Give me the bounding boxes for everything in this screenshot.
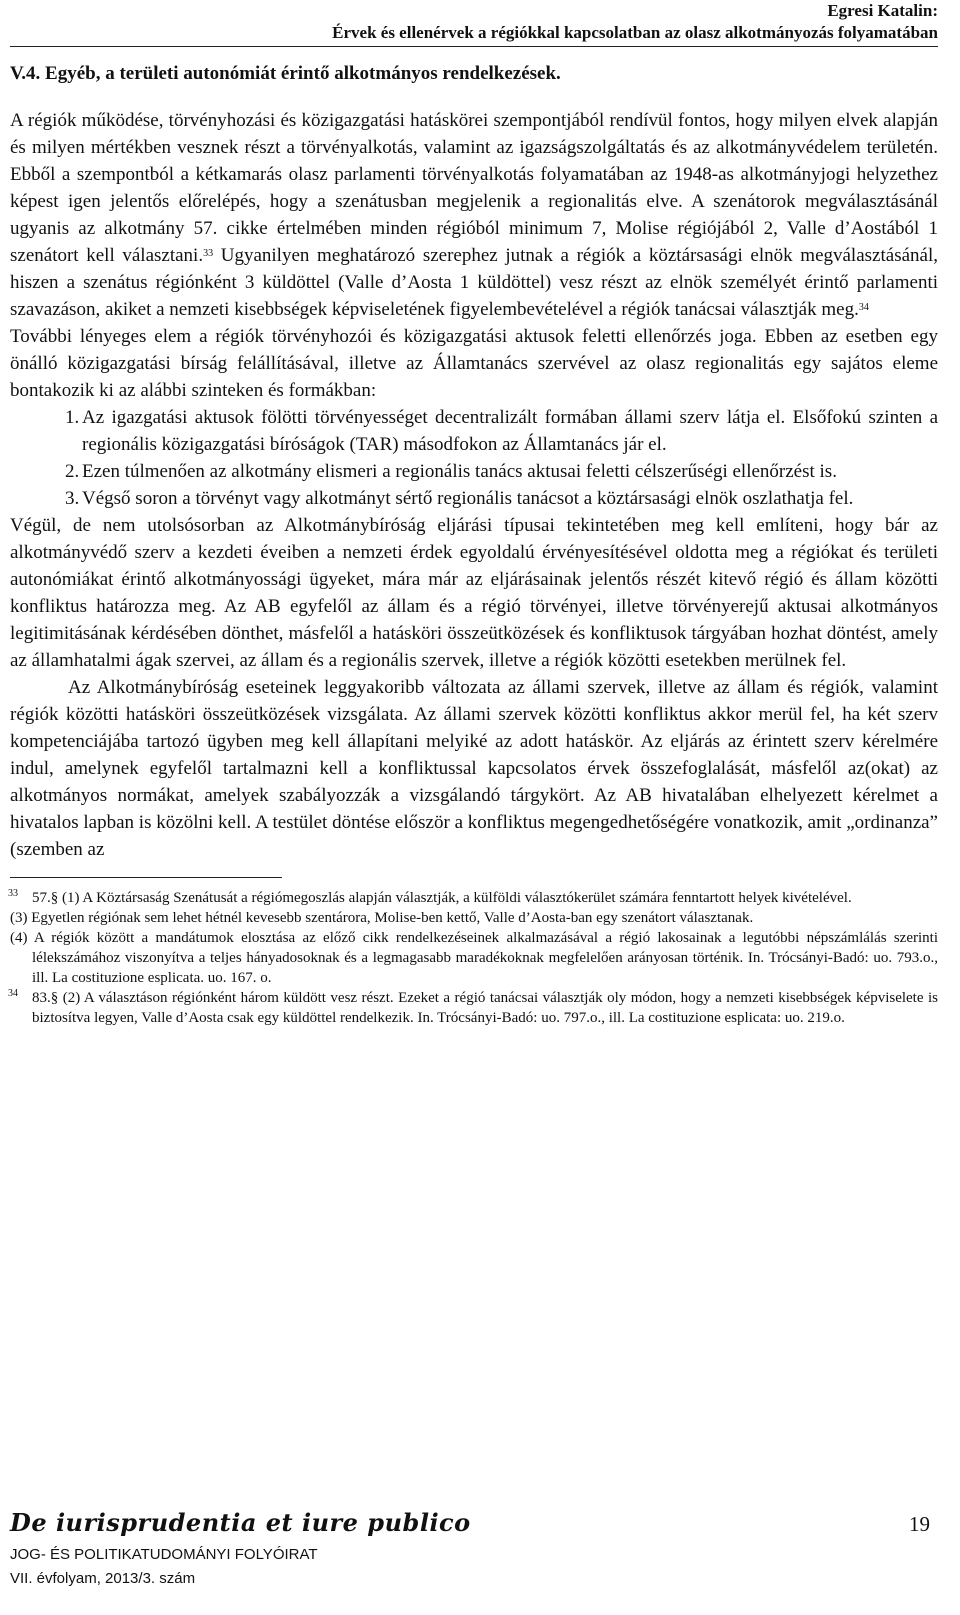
list-item <box>10 458 938 485</box>
running-header <box>10 0 938 44</box>
footnote-33-para-c: (4) A régiók között a mandátumok elosztása az előző cikk rendelkezéseinek alkalmazásával a régió lakosainak a legutóbbi népszámlálás szerinti lélekszámához viszonyítva a teljes hányadosoknak és a legmagasabb maradékoknak megfelelően arányosan történik. In. Trócsányi-Badó: uo. 793.o., ill. La costituzione esplicata. uo. 167. o. <box>10 930 938 986</box>
list-item-number: 1. <box>65 407 80 428</box>
footnote-separator <box>10 877 282 878</box>
list-item <box>10 404 938 458</box>
section-gap <box>10 87 938 107</box>
header-rule <box>10 46 938 47</box>
footnote-33-para-b: (3) Egyetlen régiónak sem lehet hétnél kevesebb szentárora, Molise-ben kettő, Valle d’Aosta-ban egy szenátort választanak. <box>10 910 754 926</box>
numbered-list <box>10 404 938 512</box>
footnote-number-34: 34 <box>8 988 18 999</box>
document-page <box>10 0 938 1028</box>
header-title: Érvek és ellenérvek a régiókkal kapcsolatban az olasz alkotmányozás folyamatában <box>332 23 938 42</box>
footnote-33-para-a: 57.§ (1) A Köztársaság Szenátusát a régiómegoszlás alapján választják, a külföldi választókerület számára fenntartott helyek kivételével. <box>32 890 852 906</box>
paragraph-4: Az Alkotmánybíróság eseteinek leggyakoribb változata az állami szervek, illetve az állam és régiók, valamint régiók közötti hatásköri összeütközések vizsgálata. Az állami szervek közötti konfliktus akkor merül fel, ha két szerv kompetenciájába tartozó ügyben meg kell állapítani melyiké az adott hatáskör. Az eljárás az érintett szerv kérelmére indul, amelynek egyfelől tartalmazni kell a konfliktussal kapcsolatos érvek összefoglalását, másfelől az(okat) az alkotmányos normákat, amelyek szabályozzák a vizsgálandó tárgykört. Az AB hivatalában elhelyezett kérelmet a hivatalos lapban is közölni kell. A testület döntése először a konfliktus megengedhetőségére vonatkozik, amit „ordinanza” (szemben az <box>10 677 938 860</box>
paragraph-2: További lényeges elem a régiók törvényhozói és közigazgatási aktusok feletti ellenőrzés joga. Ebben az esetben egy önálló közigazgatási bírság felállításával, illetve az Államtanács szervével az olasz regionalitás egy sajátos eleme bontakozik ki az alábbi szinteken és formákban: <box>10 326 938 401</box>
footnote-ref-33[interactable]: 33 <box>203 248 214 259</box>
list-item-number: 3. <box>65 488 80 509</box>
list-item-text: Végső soron a törvényt vagy alkotmányt sértő regionális tanácsot a köztársasági elnök oszlathatja fel. <box>82 488 854 509</box>
footnote-34 <box>10 988 938 1028</box>
paragraph-1-continued: Ugyanilyen meghatározó szerephez jutnak a régiók a köztársasági elnök megválasztásánál, hiszen a szenátus régiónként 3 küldöttel (Valle d’Aosta 1 küldöttel) vesz részt az elnök személyét érintő parlamenti szavazáson, akiket a nemzeti kisebbségek képviseletének figyelembevételével a régiók tanácsai választják meg. <box>10 245 938 320</box>
section-title: V.4. Egyéb, a területi autonómiát érintő alkotmányos rendelkezések. <box>10 63 561 84</box>
footnote-number-33: 33 <box>8 888 18 899</box>
list-item <box>10 485 938 512</box>
footnote-34-text: 83.§ (2) A választáson régiónként három küldött vesz részt. Ezeket a régió tanácsai választják oly módon, hogy a nemzeti kisebbségek képviselete is biztosítva legyen, Valle d’Aosta csak egy küldöttel rendelkezik. In. Trócsányi-Badó: uo. 797.o., ill. La costituzione esplicata: uo. 219.o. <box>32 990 938 1026</box>
paragraph-3: Végül, de nem utolsósorban az Alkotmánybíróság eljárási típusai tekintetében meg kell említeni, hogy bár az alkotmányvédő szerv a kezdeti éveiben a nemzeti érdek egyoldalú érvényesítésével oldotta meg a régiókat és területi autonómiákat érintő alkotmányossági ügyeket, mára már az eljárásainak jelentős részét kitevő régió és állam közötti konfliktus határozza meg. Az AB egyfelől az állam és a régió törvényei, illetve törvényerejű aktusai alkotmányos legitimitásának kérdésében dönthet, másfelől a hatásköri összeütközések és konfliktusok tárgyában hozhat döntést, amely az államhatalmi ágak szervei, az állam és a regionális szervek, illetve a régiók közötti esetekben merülnek fel. <box>10 515 938 671</box>
journal-title: De iurisprudentia et iure publico <box>10 1508 471 1537</box>
page-number: 19 <box>909 1512 930 1536</box>
paragraph-1-text: A régiók működése, törvényhozási és közigazgatási hatáskörei szempontjából rendívül fontos, hogy milyen elvek alapján és milyen mértékben vesznek részt a törvényalkotás, valamint az igazságszolgáltatás és az alkotmányvédelem területén. Ebből a szempontból a kétkamarás olasz parlamenti törvényalkotás folyamatában az 1948-as alkotmányjogi helyzethez képest igen jelentős előrelépés, hogy a szenátusban megjelenik a regionalitás elve. A szenátorok megválasztásánál ugyanis az alkotmány 57. cikke értelmében minden régióból minimum 7, Molise régiójából 2, Valle d’Aostából 1 szenátort kell választani. <box>10 110 938 266</box>
header-author: Egresi Katalin: <box>827 1 938 20</box>
footnote-33-c <box>10 928 938 988</box>
paragraph-1 <box>10 107 938 323</box>
list-item-number: 2. <box>65 461 80 482</box>
list-item-text: Ezen túlmenően az alkotmány elismeri a regionális tanács aktusai feletti célszerűségi ellenőrzést is. <box>82 461 837 482</box>
list-item-text: Az igazgatási aktusok fölötti törvényességet decentralizált formában állami szerv látja el. Elsőfokú szinten a regionális közigazgatási bíróságok (TAR) másodfokon az Államtanács jár el. <box>82 407 938 455</box>
page-footer <box>10 1508 938 1608</box>
footnote-33-b <box>10 908 938 928</box>
footnotes <box>10 888 938 1028</box>
footnote-ref-34[interactable]: 34 <box>858 302 869 313</box>
journal-subtitle: JOG- ÉS POLITIKATUDOMÁNYI FOLYÓIRAT <box>10 1546 318 1563</box>
journal-volume: VII. évfolyam, 2013/3. szám <box>10 1570 196 1587</box>
footnote-33 <box>10 888 938 908</box>
